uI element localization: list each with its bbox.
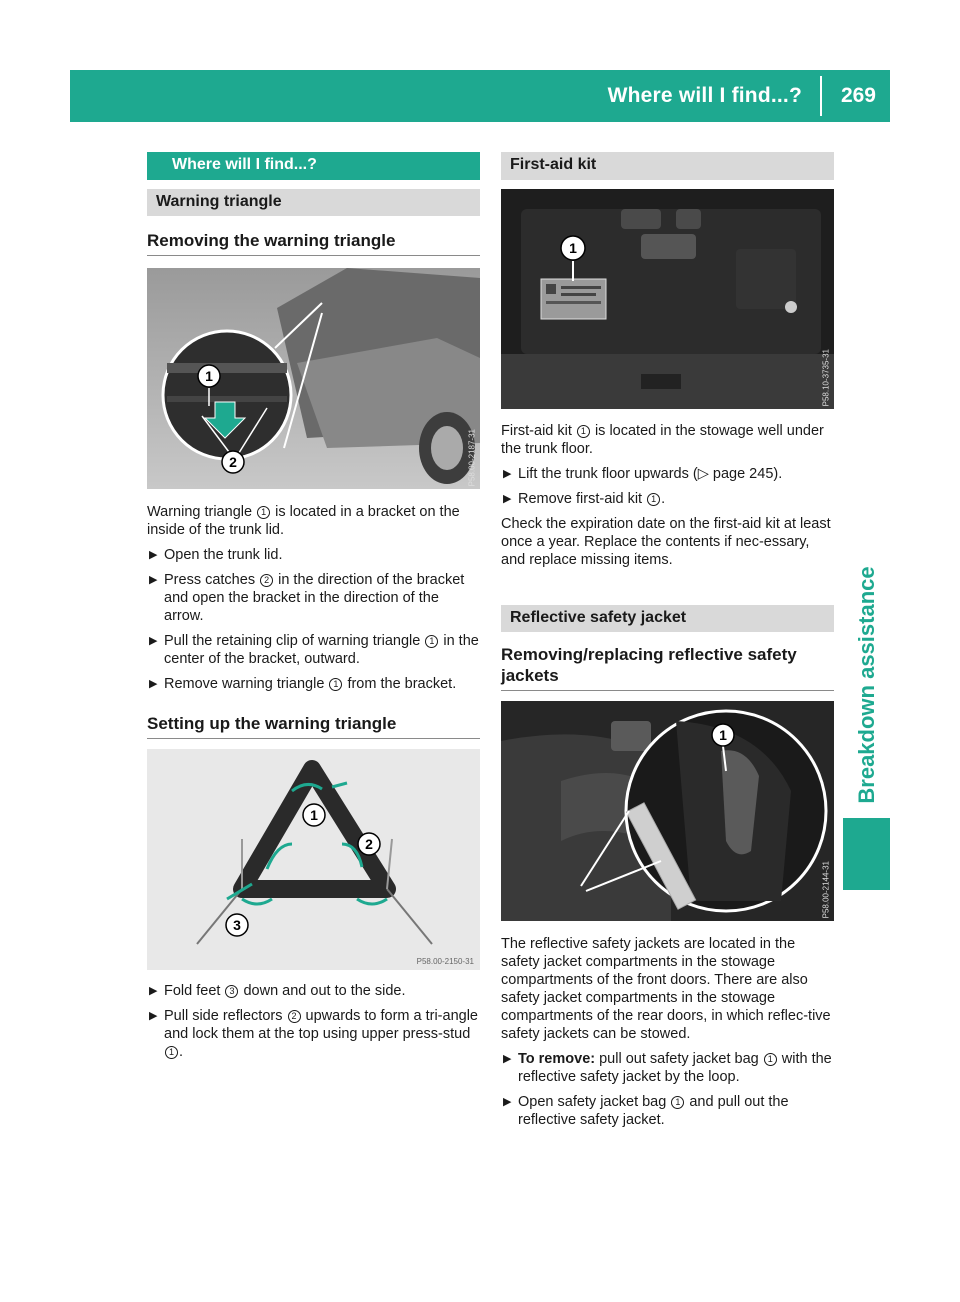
figure-trunk-lid [147,268,480,489]
figure-warning-triangle [147,749,480,970]
list-item: ▶ Remove warning triangle 1 from the bracket. [149,676,457,692]
heading-removing-triangle: Removing the warning triangle [147,230,480,256]
paragraph: The reflective safety jackets are located in the safety jacket compartments in the stowage compartments of the front doors. There are also safety jacket compartments in the stowage compartments of the rear doors, in which reflec-tive safety jackets can be stowed. [501,936,831,1042]
callout-1: 1 [310,807,318,823]
figure-code: P58.00-2150-31 [416,957,474,966]
header-band [70,70,890,122]
callout-2: 2 [365,836,373,852]
right-column [501,152,834,1129]
list-item: ▶ Lift the trunk floor upwards (▷ page 245). [503,466,783,482]
header-divider [820,76,822,116]
side-tab-block [843,818,890,890]
subsection-reflective-jacket: Reflective safety jacket [501,605,834,632]
list-item: ▶ Press catches 2 in the direction of the bracket and open the bracket in the direction of the arrow. [149,572,465,624]
list-item: ▶ Remove first-aid kit 1 . [503,491,666,507]
list-item: ▶ Open the trunk lid. [149,547,283,563]
list-item: ▶ Pull side reflectors 2 upwards to form a tri-angle and lock them at the top using upper press-stud 1 . [149,1008,478,1060]
callout-2: 2 [229,454,237,470]
paragraph: Warning triangle 1 is located in a bracket on the inside of the trunk lid. [147,504,460,538]
figure-code: P58.00-2144-31 [821,861,830,919]
callout-1: 1 [719,727,727,743]
figure-code: P58.00-2187-31 [467,429,476,487]
subsection-warning-triangle: Warning triangle [147,189,480,216]
side-tab [843,560,890,810]
section-title: Where will I find...? [147,152,480,180]
side-tab-label: Breakdown assistance [853,566,879,804]
list-item: ▶ Open safety jacket bag 1 and pull out the reflective safety jacket. [503,1094,789,1128]
left-column [147,152,480,1061]
figure-safety-jacket [501,701,834,921]
subsection-first-aid-kit: First-aid kit [501,152,834,180]
list-item: ▶ To remove: pull out safety jacket bag 1 with the reflective safety jacket by the loop. [503,1051,832,1085]
paragraph: First-aid kit 1 is located in the stowage well under the trunk floor. [501,423,824,457]
figure-first-aid-kit [501,189,834,409]
heading-setting-up-triangle: Setting up the warning triangle [147,713,480,739]
figure-code: P58.10-3735-31 [821,349,830,407]
heading-jacket: Removing/replacing reflective safety jackets [501,644,834,691]
list-item: ▶ Fold feet 3 down and out to the side. [149,983,406,999]
callout-1: 1 [205,368,213,384]
page-number: 269 [840,84,876,107]
paragraph: Check the expiration date on the first-aid kit at least once a year. Replace the contents if nec-essary, and replace missing items. [501,516,831,568]
callout-1: 1 [569,240,577,256]
callout-3: 3 [233,917,241,933]
list-item: ▶ Pull the retaining clip of warning triangle 1 in the center of the bracket, outward. [149,633,479,667]
header-title: Where will I find...? [607,84,802,107]
